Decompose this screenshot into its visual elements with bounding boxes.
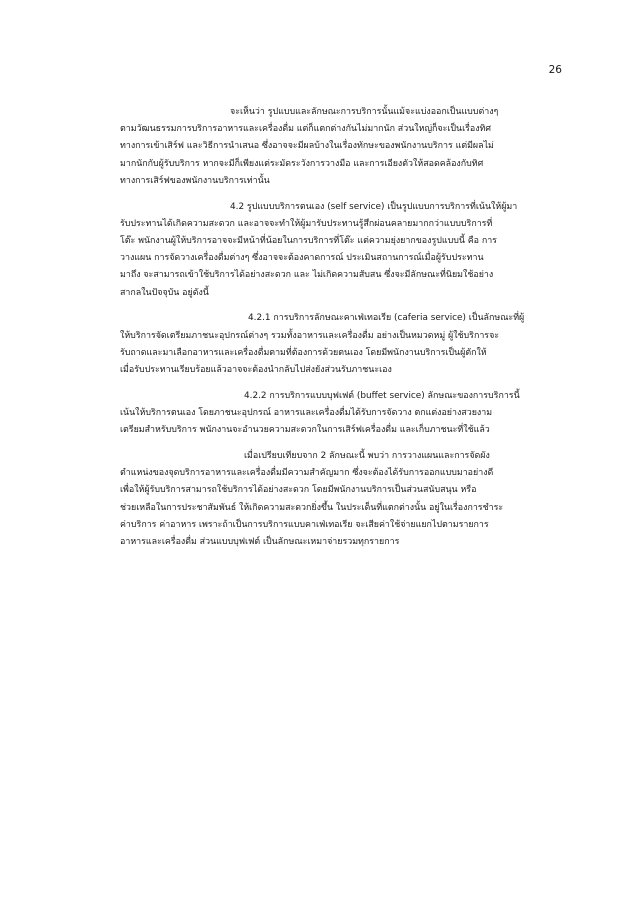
paragraph-comparison — [120, 448, 564, 551]
body-text — [120, 104, 564, 560]
text-line: โต๊ะ พนักงานผู้ให้บริการอาจจะมีหน้าที่น้อยในการบริการที่โต๊ะ แต่ความยุ่งยากของรูปแบบนี้ คือ การ — [120, 236, 497, 247]
text-line: รับถาดและมาเลือกอาหารและเครื่องดื่มตามที่ต้องการด้วยตนเอง โดยมีพนักงานบริการเป็นผู้ตักให้ — [120, 347, 487, 358]
paragraph-section-4-2 — [120, 199, 564, 302]
text-line: ให้บริการจัดเตรียมภาชนะอุปกรณ์ต่างๆ รวมทั้งอาหารและเครื่องดื่ม อย่างเป็นหมวดหมู่ ผู้ใช้บริการจะ — [120, 330, 500, 341]
text-line: เมื่อเปรียบเทียบจาก 2 ลักษณะนี้ พบว่า การวางแผนและการจัดผัง — [244, 451, 490, 462]
section-heading-line: 4.2.2 การบริการแบบบุฟเฟต์ (buffet service) ลักษณะของการบริการนี้ — [244, 390, 520, 401]
text-line: เพื่อให้ผู้รับบริการสามารถใช้บริการได้อย่างสะดวก โดยมีพนักงานบริการเป็นส่วนสนับสนุน หรือ — [120, 485, 477, 496]
text-line: จะเห็นว่า รูปแบบและลักษณะการบริการนั้นแม้จะแบ่งออกเป็นแบบต่างๆ — [230, 107, 499, 117]
paragraph-intro — [120, 104, 564, 190]
text-line: ทางการเข้าเสิร์ฟ และวิธีการนำเสนอ ซึ่งอาจจะมีผลบ้างในเรื่องทักษะของพนักงานบริการ แต่มีผลไม่ — [120, 141, 494, 152]
section-heading-line: 4.2 รูปแบบบริการตนเอง (self service) เป็นรูปแบบการบริการที่เน้นให้ผู้มา — [230, 201, 518, 212]
page-number: 26 — [548, 64, 562, 76]
text-line: เตรียมสำหรับบริการ พนักงานจะอำนวยความสะดวกในการเสิร์ฟเครื่องดื่ม และเก็บภาชนะที่ใช้แล้ว — [120, 425, 490, 436]
text-line: อาหารและเครื่องดื่ม ส่วนแบบบุฟเฟต์ เป็นลักษณะเหมาจ่ายรวมทุกรายการ — [120, 537, 400, 548]
text-line: มากนักกับผู้รับบริการ หากจะมีก็เพียงแต่ระมัดระวังการวางมือ และการเอียงตัวให้สอดคล้องกับทิศ — [120, 158, 484, 169]
text-line: เมื่อรับประทานเรียบร้อยแล้วอาจจะต้องนำกลับไปส่งยังส่วนรับภาชนะเอง — [120, 365, 392, 376]
text-line: มาถึง จะสามารถเข้าใช้บริการได้อย่างสะดวก และ ไม่เกิดความสับสน ซึ่งจะมีลักษณะที่นิยมใช้อย่าง — [120, 270, 494, 281]
paragraph-section-4-2-2 — [120, 388, 564, 440]
section-heading-line: 4.2.1 การบริการลักษณะคาเฟ่เทอเรีย (caferia service) เป็นลักษณะที่ผู้ — [248, 313, 525, 324]
paragraph-section-4-2-1 — [120, 310, 564, 379]
text-line: ค่าบริการ ค่าอาหาร เพราะถ้าเป็นการบริการแบบคาเฟ่เทอเรีย จะเสียค่าใช้จ่ายแยกไปตามรายการ — [120, 519, 489, 530]
text-line: รับประทานได้เกิดความสะดวก และอาจจะทำให้ผู้มารับประทานรู้สึกผ่อนคลายมากกว่าแบบบริการที่ — [120, 218, 493, 229]
text-line: วางแผน การจัดวางเครื่องดื่มต่างๆ ซึ่งอาจจะต้องคาดการณ์ ประเมินสถานการณ์เมื่อผู้รับประทาน — [120, 253, 484, 264]
text-line: สากลในปัจจุบัน อยู่ดังนี้ — [120, 287, 209, 298]
text-line: ช่วยเหลือในการประชาสัมพันธ์ ให้เกิดความสะดวกยิ่งขึ้น ในประเด็นที่แตกต่างนั้น อยู่ในเรื่องการชำระ — [120, 502, 504, 513]
text-line: ตามวัฒนธรรมการบริการอาหารและเครื่องดื่ม แต่ก็แตกต่างกันไม่มากนัก ส่วนใหญ่ก็จะเป็นเรื่องทิศ — [120, 124, 492, 135]
text-line: ทางการเสิร์ฟของพนักงานบริการเท่านั้น — [120, 175, 270, 186]
text-line: ตำแหน่งของจุดบริการอาหารและเครื่องดื่มมีความสำคัญมาก ซึ่งจะต้องได้รับการออกแบบมาอย่างดี — [120, 468, 494, 479]
text-line: เน้นให้บริการตนเอง โดยภาชนะอุปกรณ์ อาหารและเครื่องดื่มได้รับการจัดวาง ตกแต่งอย่างสวยงาม — [120, 408, 493, 419]
